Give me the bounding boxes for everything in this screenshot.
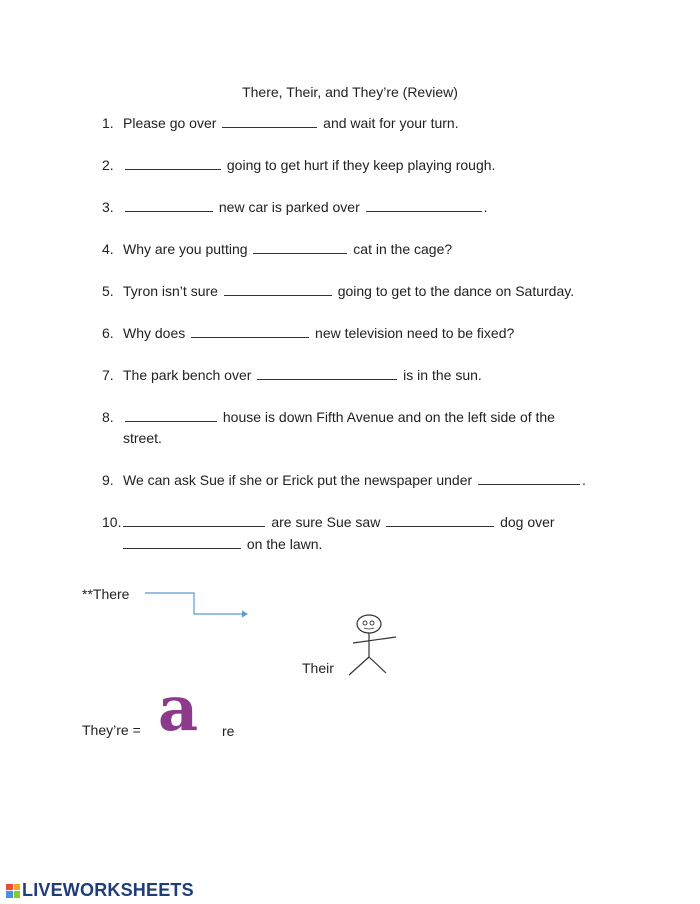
question-number: 1. xyxy=(102,115,114,131)
worksheet-title: There, Their, and They’re (Review) xyxy=(242,84,458,100)
question-number: 6. xyxy=(102,325,114,341)
answer-blank[interactable] xyxy=(224,281,332,296)
question-9 xyxy=(102,470,586,490)
theyre-label: They’re = xyxy=(82,722,141,738)
question-number: 4. xyxy=(102,241,114,257)
answer-blank[interactable] xyxy=(125,197,213,212)
question-text: going to get to the dance on Saturday. xyxy=(333,283,575,299)
question-text: . xyxy=(483,199,488,215)
question-3 xyxy=(102,197,488,217)
answer-blank[interactable] xyxy=(123,534,241,549)
question-text: new television need to be fixed? xyxy=(311,325,515,341)
answer-blank[interactable] xyxy=(125,155,221,170)
question-text: cat in the cage? xyxy=(349,241,453,257)
question-5 xyxy=(102,281,574,301)
question-text: is in the sun. xyxy=(399,367,482,383)
question-number: 3. xyxy=(102,199,114,215)
answer-blank[interactable] xyxy=(123,512,265,527)
big-letter-a: a xyxy=(158,672,199,745)
question-text: house is down Fifth Avenue and on the left side of the xyxy=(219,409,555,425)
answer-blank[interactable] xyxy=(125,407,217,422)
question-text: Why does xyxy=(123,325,190,341)
question-text: going to get hurt if they keep playing rough. xyxy=(223,157,496,173)
logo-mark-icon xyxy=(6,884,20,898)
question-text: dog over xyxy=(496,514,555,530)
logo-text: LIVEWORKSHEETS xyxy=(22,880,194,900)
question-text: are sure Sue saw xyxy=(267,514,385,530)
question-text: Tyron isn’t sure xyxy=(123,283,222,299)
answer-blank[interactable] xyxy=(253,239,347,254)
question-10 xyxy=(102,512,555,532)
question-number: 5. xyxy=(102,283,114,299)
question-text: The park bench over xyxy=(123,367,256,383)
question-text: new car is parked over xyxy=(215,199,364,215)
question-7 xyxy=(102,365,482,385)
question-text: Why are you putting xyxy=(123,241,252,257)
question-number: 10. xyxy=(102,514,122,530)
question-text: on the lawn. xyxy=(243,536,323,552)
stick-figure-icon xyxy=(340,611,402,681)
question-number: 2. xyxy=(102,157,114,173)
answer-blank[interactable] xyxy=(191,323,309,338)
question-1 xyxy=(102,113,459,133)
question-text: and wait for your turn. xyxy=(319,115,459,131)
liveworksheets-logo[interactable] xyxy=(6,880,194,901)
question-number: 9. xyxy=(102,472,114,488)
answer-blank[interactable] xyxy=(222,113,317,128)
question-text: Please go over xyxy=(123,115,221,131)
arrow-icon xyxy=(144,588,250,620)
answer-blank[interactable] xyxy=(478,470,580,485)
answer-blank[interactable] xyxy=(257,365,397,380)
question-number: 7. xyxy=(102,367,114,383)
there-label: **There xyxy=(82,586,130,602)
question-text: . xyxy=(582,472,586,488)
answer-blank[interactable] xyxy=(386,512,494,527)
question-4 xyxy=(102,239,452,259)
re-suffix: re xyxy=(222,723,235,739)
answer-blank[interactable] xyxy=(366,197,482,212)
their-label: Their xyxy=(302,660,334,676)
question-8-continued: street. xyxy=(123,430,162,446)
question-8 xyxy=(102,407,555,427)
question-10-continued xyxy=(123,534,322,554)
question-2 xyxy=(102,155,495,175)
question-text: We can ask Sue if she or Erick put the newspaper under xyxy=(123,472,477,488)
question-number: 8. xyxy=(102,409,114,425)
question-6 xyxy=(102,323,514,343)
